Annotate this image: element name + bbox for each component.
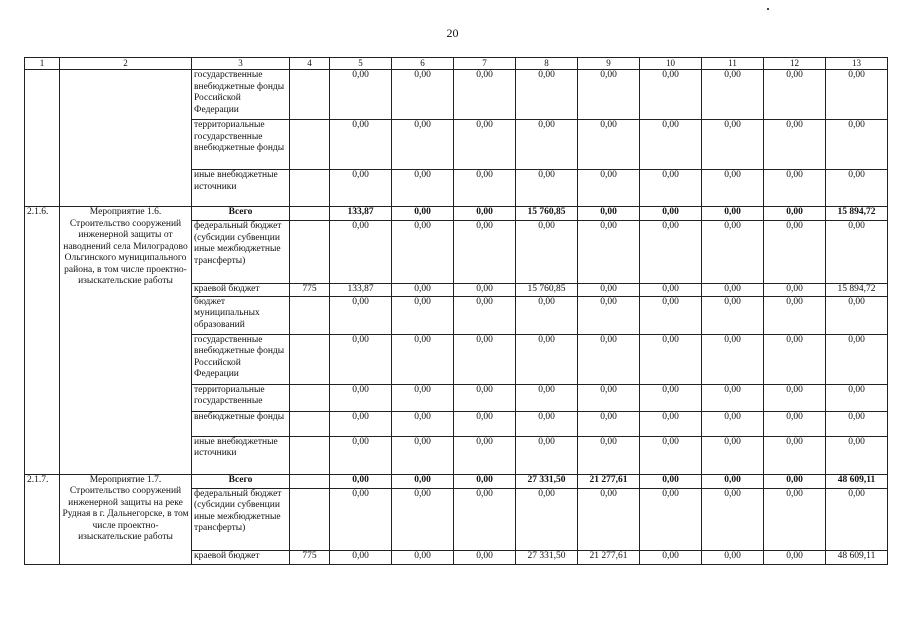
value-cell: 0,00 [454, 70, 516, 120]
value-cell: 0,00 [578, 170, 640, 207]
value-cell: 0,00 [702, 411, 764, 436]
header-cell: 5 [330, 58, 392, 70]
value-cell: 0,00 [702, 170, 764, 207]
budget-table [24, 57, 888, 565]
value-cell: 0,00 [640, 550, 702, 564]
empty-description-cell [60, 70, 192, 207]
value-cell: 0,00 [640, 411, 702, 436]
value-cell: 0,00 [454, 120, 516, 170]
value-cell: 0,00 [702, 207, 764, 221]
value-cell: 0,00 [516, 334, 578, 384]
value-cell: 0,00 [392, 70, 454, 120]
value-cell: 0,00 [516, 296, 578, 334]
code-cell [290, 296, 330, 334]
value-cell: 0,00 [640, 221, 702, 284]
value-cell: 0,00 [330, 436, 392, 474]
value-cell: 0,00 [764, 70, 826, 120]
value-cell: 0,00 [454, 436, 516, 474]
value-cell: 0,00 [454, 207, 516, 221]
value-cell: 0,00 [392, 207, 454, 221]
header-cell: 3 [192, 58, 290, 70]
value-cell: 15 760,85 [516, 284, 578, 297]
value-cell: 0,00 [764, 207, 826, 221]
source-cell: бюджет муниципальных образований [192, 296, 290, 334]
value-cell: 0,00 [640, 70, 702, 120]
source-cell: иные внебюджетные источники [192, 436, 290, 474]
measure-description: Мероприятие 1.7. Строительство сооружений инженерной защиты на реке Рудная в г. Дальнегорске, в том числе проектно-изыскательские работы [60, 474, 192, 564]
code-cell [290, 170, 330, 207]
header-cell: 8 [516, 58, 578, 70]
value-cell: 0,00 [578, 384, 640, 411]
value-cell: 0,00 [702, 120, 764, 170]
value-cell: 0,00 [578, 296, 640, 334]
code-cell [290, 120, 330, 170]
value-cell: 0,00 [640, 120, 702, 170]
source-cell: федеральный бюджет (субсидии субвенции иные межбюджетные трансферты) [192, 221, 290, 284]
value-cell: 21 277,61 [578, 550, 640, 564]
value-cell: 0,00 [702, 436, 764, 474]
value-cell: 0,00 [578, 120, 640, 170]
value-cell: 0,00 [578, 334, 640, 384]
value-cell: 0,00 [516, 170, 578, 207]
value-cell: 0,00 [764, 334, 826, 384]
value-cell: 0,00 [640, 284, 702, 297]
scan-dot [767, 8, 769, 10]
value-cell: 0,00 [764, 550, 826, 564]
value-cell: 0,00 [330, 488, 392, 550]
value-cell: 0,00 [702, 296, 764, 334]
value-cell: 0,00 [702, 488, 764, 550]
value-cell: 0,00 [640, 207, 702, 221]
value-cell: 0,00 [640, 488, 702, 550]
value-cell: 0,00 [764, 120, 826, 170]
header-cell: 10 [640, 58, 702, 70]
value-cell: 0,00 [764, 488, 826, 550]
value-cell: 0,00 [392, 170, 454, 207]
value-cell: 0,00 [578, 284, 640, 297]
value-cell: 0,00 [640, 436, 702, 474]
code-cell [290, 474, 330, 488]
value-cell: 0,00 [454, 296, 516, 334]
source-cell: территориальные государственные [192, 384, 290, 411]
measure-number: 2.1.7. [25, 474, 60, 564]
value-cell: 0,00 [454, 384, 516, 411]
code-cell [290, 207, 330, 221]
value-cell: 0,00 [826, 70, 888, 120]
header-cell: 12 [764, 58, 826, 70]
value-cell: 0,00 [578, 70, 640, 120]
source-cell: государственные внебюджетные фонды Российской Федерации [192, 70, 290, 120]
value-cell: 0,00 [640, 170, 702, 207]
value-cell: 0,00 [330, 296, 392, 334]
value-cell: 0,00 [516, 70, 578, 120]
measure-number: 2.1.6. [25, 207, 60, 475]
value-cell: 0,00 [392, 334, 454, 384]
measure-description: Мероприятие 1.6. Строительство сооружений инженерной защиты от наводнений села Милоградово Ольгинского муниципального района, в том числе проектно-изыскательские работы [60, 207, 192, 475]
code-cell [290, 221, 330, 284]
value-cell: 0,00 [454, 221, 516, 284]
code-cell [290, 436, 330, 474]
header-cell: 11 [702, 58, 764, 70]
value-cell: 0,00 [764, 436, 826, 474]
value-cell: 0,00 [702, 221, 764, 284]
value-cell: 27 331,50 [516, 474, 578, 488]
value-cell: 0,00 [764, 474, 826, 488]
source-cell: государственные внебюджетные фонды Российской Федерации [192, 334, 290, 384]
value-cell: 0,00 [764, 221, 826, 284]
value-cell: 0,00 [578, 411, 640, 436]
source-cell: внебюджетные фонды [192, 411, 290, 436]
value-cell: 0,00 [454, 474, 516, 488]
source-cell: Всего [192, 207, 290, 221]
value-cell: 0,00 [826, 384, 888, 411]
value-cell: 0,00 [392, 550, 454, 564]
value-cell: 0,00 [764, 284, 826, 297]
value-cell: 0,00 [454, 550, 516, 564]
total-row [25, 474, 888, 488]
source-cell: краевой бюджет [192, 284, 290, 297]
value-cell: 0,00 [330, 120, 392, 170]
value-cell: 0,00 [516, 120, 578, 170]
value-cell: 0,00 [454, 334, 516, 384]
value-cell: 15 760,85 [516, 207, 578, 221]
value-cell: 0,00 [640, 384, 702, 411]
value-cell: 0,00 [392, 120, 454, 170]
value-cell: 0,00 [578, 221, 640, 284]
value-cell: 0,00 [826, 170, 888, 207]
header-row [25, 58, 888, 70]
empty-number-cell [25, 70, 60, 207]
code-cell [290, 334, 330, 384]
value-cell: 133,87 [330, 207, 392, 221]
value-cell: 0,00 [640, 474, 702, 488]
value-cell: 0,00 [578, 436, 640, 474]
value-cell: 27 331,50 [516, 550, 578, 564]
code-cell [290, 488, 330, 550]
header-cell: 4 [290, 58, 330, 70]
value-cell: 0,00 [702, 474, 764, 488]
value-cell: 0,00 [578, 207, 640, 221]
header-cell: 1 [25, 58, 60, 70]
value-cell: 0,00 [454, 411, 516, 436]
total-row [25, 207, 888, 221]
value-cell: 0,00 [392, 384, 454, 411]
value-cell: 0,00 [392, 411, 454, 436]
value-cell: 0,00 [702, 384, 764, 411]
value-cell: 0,00 [330, 334, 392, 384]
source-cell: иные внебюджетные источники [192, 170, 290, 207]
value-cell: 15 894,72 [826, 284, 888, 297]
value-cell: 0,00 [392, 221, 454, 284]
code-cell: 775 [290, 284, 330, 297]
value-cell: 0,00 [454, 488, 516, 550]
source-cell: территориальные государственные внебюджетные фонды [192, 120, 290, 170]
value-cell: 0,00 [392, 296, 454, 334]
code-cell: 775 [290, 550, 330, 564]
header-cell: 2 [60, 58, 192, 70]
value-cell: 0,00 [516, 384, 578, 411]
value-cell: 0,00 [764, 296, 826, 334]
value-cell: 0,00 [330, 384, 392, 411]
value-cell: 0,00 [392, 436, 454, 474]
value-cell: 0,00 [330, 221, 392, 284]
table-row [25, 70, 888, 120]
value-cell: 0,00 [826, 221, 888, 284]
value-cell: 0,00 [454, 170, 516, 207]
header-cell: 6 [392, 58, 454, 70]
source-cell: Всего [192, 474, 290, 488]
value-cell: 0,00 [640, 334, 702, 384]
value-cell: 0,00 [330, 411, 392, 436]
code-cell [290, 384, 330, 411]
value-cell: 0,00 [826, 488, 888, 550]
value-cell: 0,00 [826, 296, 888, 334]
value-cell: 0,00 [764, 411, 826, 436]
value-cell: 0,00 [330, 550, 392, 564]
value-cell: 0,00 [330, 70, 392, 120]
value-cell: 48 609,11 [826, 550, 888, 564]
value-cell: 0,00 [578, 488, 640, 550]
value-cell: 0,00 [826, 411, 888, 436]
value-cell: 0,00 [826, 436, 888, 474]
source-cell: федеральный бюджет (субсидии субвенции иные межбюджетные трансферты) [192, 488, 290, 550]
value-cell: 0,00 [330, 170, 392, 207]
value-cell: 48 609,11 [826, 474, 888, 488]
value-cell: 133,87 [330, 284, 392, 297]
value-cell: 0,00 [392, 488, 454, 550]
code-cell [290, 70, 330, 120]
value-cell: 0,00 [702, 550, 764, 564]
value-cell: 0,00 [702, 70, 764, 120]
value-cell: 15 894,72 [826, 207, 888, 221]
value-cell: 0,00 [640, 296, 702, 334]
value-cell: 0,00 [764, 384, 826, 411]
value-cell: 0,00 [516, 411, 578, 436]
header-cell: 7 [454, 58, 516, 70]
value-cell: 0,00 [826, 334, 888, 384]
page-number: 20 [446, 26, 459, 40]
header-cell: 9 [578, 58, 640, 70]
value-cell: 0,00 [330, 474, 392, 488]
value-cell: 0,00 [764, 170, 826, 207]
value-cell: 0,00 [516, 488, 578, 550]
code-cell [290, 411, 330, 436]
value-cell: 0,00 [516, 436, 578, 474]
value-cell: 0,00 [702, 284, 764, 297]
value-cell: 0,00 [516, 221, 578, 284]
value-cell: 0,00 [826, 120, 888, 170]
value-cell: 0,00 [702, 334, 764, 384]
value-cell: 0,00 [454, 284, 516, 297]
value-cell: 0,00 [392, 284, 454, 297]
value-cell: 0,00 [392, 474, 454, 488]
source-cell: краевой бюджет [192, 550, 290, 564]
header-cell: 13 [826, 58, 888, 70]
value-cell: 21 277,61 [578, 474, 640, 488]
